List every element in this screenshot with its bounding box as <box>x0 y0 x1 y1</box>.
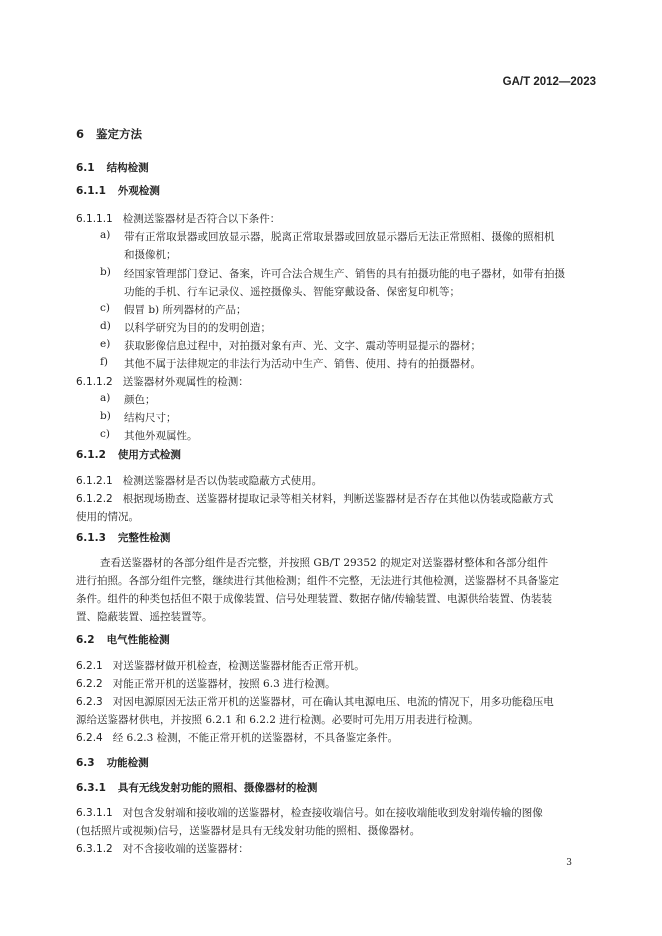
section-number: 6.3.1 <box>76 782 106 794</box>
list-marker: a) <box>100 392 111 404</box>
paragraph-line: 置、隐蔽装置、遥控装置等。 <box>76 611 213 623</box>
section-6-1-1-heading <box>76 183 160 198</box>
list-marker: c) <box>100 302 110 314</box>
section-6-1-2-heading <box>76 447 181 462</box>
clause-6-2-4 <box>76 730 398 745</box>
section-title: 鉴定方法 <box>96 127 143 141</box>
clause-text-continued: 源给送鉴器材供电，并按照 6.2.1 和 6.2.2 进行检测。必要时可先用万用表进行检测。 <box>76 714 479 726</box>
paragraph-line: 条件。组件的种类包括但不限于成像装置、信号处理装置、数据存储/传输装置、电源供给装置、伪装装 <box>76 593 553 605</box>
section-number: 6.1.2 <box>76 449 106 461</box>
clause-text: 检测送鉴器材是否符合以下条件： <box>122 213 281 225</box>
paragraph-line: 进行拍照。各部分组件完整，继续进行其他检测；组件不完整，无法进行其他检测，送鉴器材不具备鉴定 <box>76 575 559 587</box>
list-item-text: 带有正常取景器或回放显示器，脱离正常取景器或回放显示器后无法正常照相、摄像的照相机 <box>124 231 555 243</box>
list-marker: d) <box>100 320 111 332</box>
section-title: 功能检测 <box>106 757 149 769</box>
section-number: 6.2 <box>76 634 95 646</box>
clause-text: 对不含接收端的送鉴器材： <box>122 843 249 855</box>
clause-number: 6.1.1.2 <box>76 376 113 388</box>
section-title: 电气性能检测 <box>106 634 170 646</box>
clause-number: 6.3.1.2 <box>76 843 113 855</box>
list-marker: b) <box>100 410 111 422</box>
section-6-1-heading <box>76 160 149 175</box>
section-title: 完整性检测 <box>117 532 171 544</box>
section-number: 6 <box>76 127 85 141</box>
list-marker: b) <box>100 266 111 278</box>
section-title: 使用方式检测 <box>117 449 181 461</box>
clause-text-continued: (包括照片或视频)信号，送鉴器材是具有无线发射功能的照相、摄像器材。 <box>76 825 421 837</box>
list-item-text: 获取影像信息过程中，对拍摄对象有声、光、文字、震动等明显提示的器材； <box>124 340 481 352</box>
section-6-3-1-heading <box>76 780 317 795</box>
section-title: 具有无线发射功能的照相、摄像器材的检测 <box>117 782 318 794</box>
clause-6-1-2-2 <box>76 491 553 506</box>
clause-number: 6.3.1.1 <box>76 807 113 819</box>
section-number: 6.1 <box>76 162 95 174</box>
clause-text: 根据现场勘查、送鉴器材提取记录等相关材料，判断送鉴器材是否存在其他以伪装或隐蔽方式 <box>122 493 554 505</box>
clause-6-2-3 <box>76 694 554 709</box>
list-item-text: 假冒 b) 所列器材的产品； <box>124 304 247 316</box>
list-marker: e) <box>100 338 111 350</box>
clause-number: 6.1.2.2 <box>76 493 113 505</box>
standard-number: GA/T 2012—2023 <box>502 76 596 88</box>
page-number: 3 <box>566 858 572 868</box>
clause-number: 6.2.1 <box>76 660 103 672</box>
section-6-3-heading <box>76 755 149 770</box>
list-item-text: 以科学研究为目的的发明创造； <box>124 322 271 334</box>
clause-6-2-2 <box>76 676 336 691</box>
section-6-heading <box>76 126 142 142</box>
section-title: 结构检测 <box>106 162 149 174</box>
list-marker: f) <box>100 356 108 368</box>
list-item-text: 颜色； <box>124 394 156 406</box>
clause-text: 对因电源原因无法正常开机的送鉴器材，可在确认其电源电压、电流的情况下，用多功能稳压电 <box>112 696 554 708</box>
clause-number: 6.2.2 <box>76 678 103 690</box>
clause-number: 6.2.3 <box>76 696 103 708</box>
list-item-text: 其他不属于法律规定的非法行为活动中生产、销售、使用、持有的拍摄器材。 <box>124 358 481 370</box>
clause-text: 检测送鉴器材是否以伪装或隐蔽方式使用。 <box>122 475 323 487</box>
clause-6-1-1-2 <box>76 374 249 389</box>
paragraph-line: 查看送鉴器材的各部分组件是否完整，并按照 GB/T 29352 的规定对送鉴器材整体和各部分组件 <box>100 557 549 569</box>
clause-6-3-1-1 <box>76 805 543 820</box>
list-marker: c) <box>100 428 110 440</box>
section-6-2-heading <box>76 632 170 647</box>
section-title: 外观检测 <box>117 185 160 197</box>
list-item-text: 结构尺寸； <box>124 412 177 424</box>
clause-number: 6.2.4 <box>76 732 103 744</box>
clause-6-1-1-1 <box>76 211 280 226</box>
clause-number: 6.1.2.1 <box>76 475 113 487</box>
section-number: 6.3 <box>76 757 95 769</box>
section-number: 6.1.1 <box>76 185 106 197</box>
clause-6-2-1 <box>76 658 365 673</box>
clause-text-continued: 使用的情况。 <box>76 511 139 523</box>
clause-text: 送鉴器材外观属性的检测： <box>122 376 249 388</box>
list-marker: a) <box>100 229 111 241</box>
clause-number: 6.1.1.1 <box>76 213 113 225</box>
clause-text: 对送鉴器材做开机检查，检测送鉴器材能否正常开机。 <box>112 660 365 672</box>
section-6-1-3-heading <box>76 530 170 545</box>
section-number: 6.1.3 <box>76 532 106 544</box>
clause-6-1-2-1 <box>76 473 322 488</box>
clause-text: 经 6.2.3 检测，不能正常开机的送鉴器材，不具备鉴定条件。 <box>112 732 399 744</box>
list-item-text: 其他外观属性。 <box>124 430 198 442</box>
list-item-text: 功能的手机、行车记录仪、遥控摄像头、智能穿戴设备、保密复印机等； <box>124 286 460 298</box>
clause-text: 对能正常开机的送鉴器材，按照 6.3 进行检测。 <box>112 678 336 690</box>
list-item-text: 和摄像机； <box>124 249 177 261</box>
clause-text: 对包含发射端和接收端的送鉴器材，检查接收端信号。如在接收端能收到发射端传输的图像 <box>122 807 543 819</box>
list-item-text: 经国家管理部门登记、备案，许可合法合规生产、销售的具有拍摄功能的电子器材，如带有拍摄 <box>124 268 565 280</box>
clause-6-3-1-2 <box>76 841 249 856</box>
